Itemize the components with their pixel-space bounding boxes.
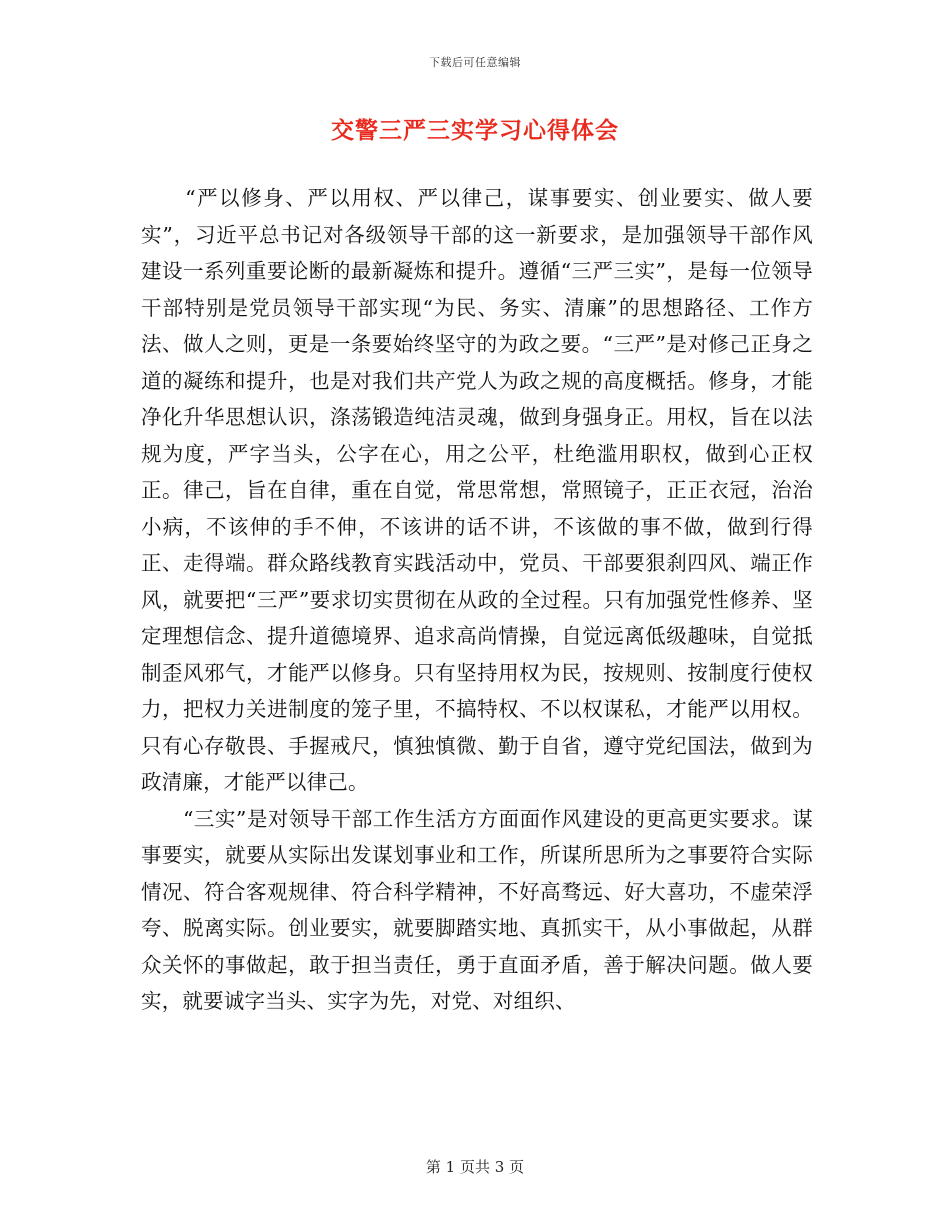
body-paragraph-2: “三实”是对领导干部工作生活方方面面作风建设的更高更实要求。谋事要实，就要从实际出发谋划事业和工作，所谋所思所为之事要符合实际情况、符合客观规律、符合科学精神，不好高骛远、好大喜功，不虚荣浮夸、脱离实际。创业要实，就要脚踏实地、真抓实干，从小事做起，从群众关怀的事做起，敢于担当责任，勇于直面矛盾，善于解决问题。做人要实，就要诚字当头、实字为先，对党、对组织、 — [141, 806, 813, 1013]
page-title: 交警三严三实学习心得体会 — [331, 117, 619, 144]
document-body — [141, 180, 813, 1020]
page-number-footer: 第 1 页共 3 页 — [425, 1158, 525, 1176]
body-paragraph-1: “严以修身、严以用权、严以律己，谋事要实、创业要实、做人要实”，习近平总书记对各级领导干部的这一新要求，是加强领导干部作风建设一系列重要论断的最新凝炼和提升。遵循“三严三实”，是每一位领导干部特别是党员领导干部实现“为民、务实、清廉”的思想路径、工作方法、做人之则，更是一条要始终坚守的为政之要。“三严”是对修己正身之道的凝练和提升，也是对我们共产党人为政之规的高度概括。修身，才能净化升华思想认识，涤荡锻造纯洁灵魂，做到身强身正。用权，旨在以法规为度，严字当头，公字在心，用之公平，杜绝滥用职权，做到心正权正。律己，旨在自律，重在自觉，常思常想，常照镜子，正正衣冠，治治小病，不该伸的手不伸，不该讲的话不讲，不该做的事不做，做到行得正、走得端。群众路线教育实践活动中，党员、干部要狠刹四风、端正作风，就要把“三严”要求切实贯彻在从政的全过程。只有加强党性修养、坚定理想信念、提升道德境界、追求高尚情操，自觉远离低级趣味，自觉抵制歪风邪气，才能严以修身。只有坚持用权为民，按规则、按制度行使权力，把权力关进制度的笼子里，不搞特权、不以权谋私，才能严以用权。只有心存敬畏、手握戒尺，慎独慎微、勤于自省，遵守党纪国法，做到为政清廉，才能严以律己。 — [141, 186, 813, 794]
header-note: 下载后可任意编辑 — [429, 56, 521, 69]
